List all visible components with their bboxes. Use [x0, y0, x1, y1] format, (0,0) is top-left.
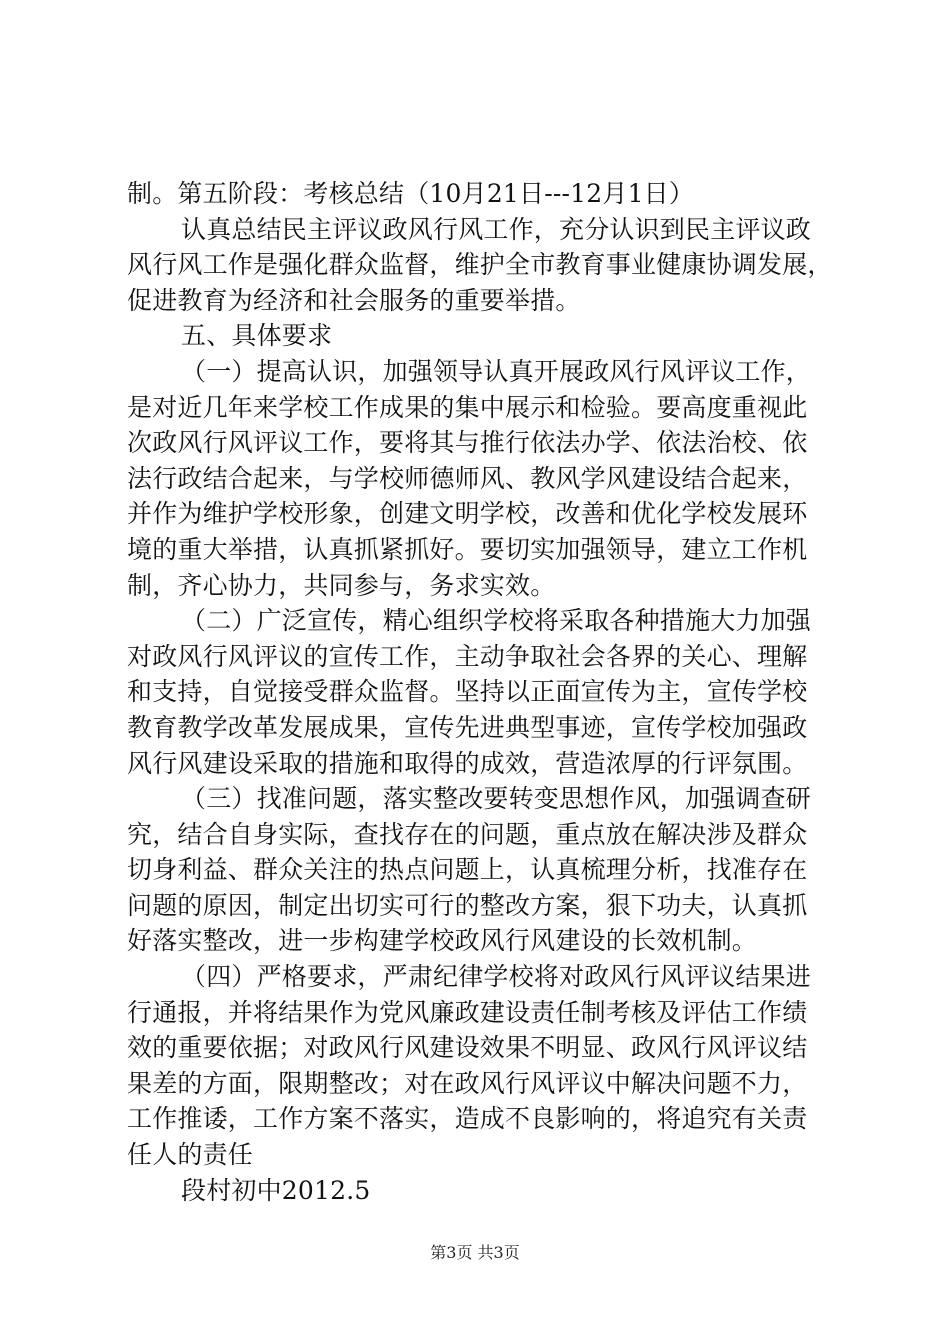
page-footer: 第3页 共3页: [430, 1243, 520, 1262]
text-line: 认真总结民主评议政风行风工作，充分认识到民主评议政: [181, 214, 812, 244]
text-line: 究，结合自身实际，查找存在的问题，重点放在解决涉及群众: [127, 819, 808, 849]
text-line: 切身利益、群众关注的热点问题上，认真梳理分析，找准存在: [127, 855, 808, 885]
text-line: 对政风行风评议的宣传工作，主动争取社会各界的关心、理解: [127, 641, 808, 671]
text-line: （四）严格要求，严肃纪律学校将对政风行风评议结果进: [181, 962, 812, 992]
text-line: 问题的原因，制定出切实可行的整改方案，狠下功夫，认真抓: [127, 890, 808, 920]
text-line: 风行风建设采取的措施和取得的成效，营造浓厚的行评氛围。: [127, 748, 808, 778]
text-line: 和支持，自觉接受群众监督。坚持以正面宣传为主，宣传学校: [127, 677, 808, 707]
text-line: 教育教学改革发展成果，宣传先进典型事迹，宣传学校加强政: [127, 712, 808, 742]
text-line: （三）找准问题，落实整改要转变思想作风，加强调查研: [181, 784, 812, 814]
text-line: 效的重要依据；对政风行风建设效果不明显、政风行风评议结: [127, 1033, 808, 1063]
text-line: 果差的方面，限期整改；对在政风行风评议中解决问题不力，: [127, 1068, 808, 1098]
text-line: 五、具体要求: [181, 321, 333, 351]
text-line: 好落实整改，进一步构建学校政风行风建设的长效机制。: [127, 926, 758, 956]
text-line: 工作推诿，工作方案不落实，造成不良影响的，将追究有关责: [127, 1104, 808, 1134]
text-line: 任人的责任: [127, 1140, 254, 1170]
text-line: 制，齐心协力，共同参与，务求实效。: [127, 570, 556, 600]
document-body: [127, 176, 843, 1208]
text-line: 促进教育为经济和社会服务的重要举措。: [127, 285, 581, 315]
text-line: 制。第五阶段：考核总结（10月21日---12月1日）: [127, 179, 695, 208]
text-line: 法行政结合起来，与学校师德师风、教风学风建设结合起来，: [127, 463, 808, 493]
text-line: 段村初中2012.5: [181, 1175, 371, 1205]
text-line: （一）提高认识，加强领导认真开展政风行风评议工作，: [181, 356, 812, 386]
text-line: 次政风行风评议工作，要将其与推行依法办学、依法治校、依: [127, 428, 808, 458]
text-line: 并作为维护学校形象，创建文明学校，改善和优化学校发展环: [127, 499, 808, 529]
text-line: （二）广泛宣传，精心组织学校将采取各种措施大力加强: [181, 606, 812, 636]
text-line: 是对近几年来学校工作成果的集中展示和检验。要高度重视此: [127, 392, 808, 422]
text-line: 境的重大举措，认真抓紧抓好。要切实加强领导，建立工作机: [127, 534, 808, 564]
text-line: 风行风工作是强化群众监督，维护全市教育事业健康协调发展，: [127, 250, 833, 280]
text-line: 行通报，并将结果作为党风廉政建设责任制考核及评估工作绩: [127, 997, 808, 1027]
